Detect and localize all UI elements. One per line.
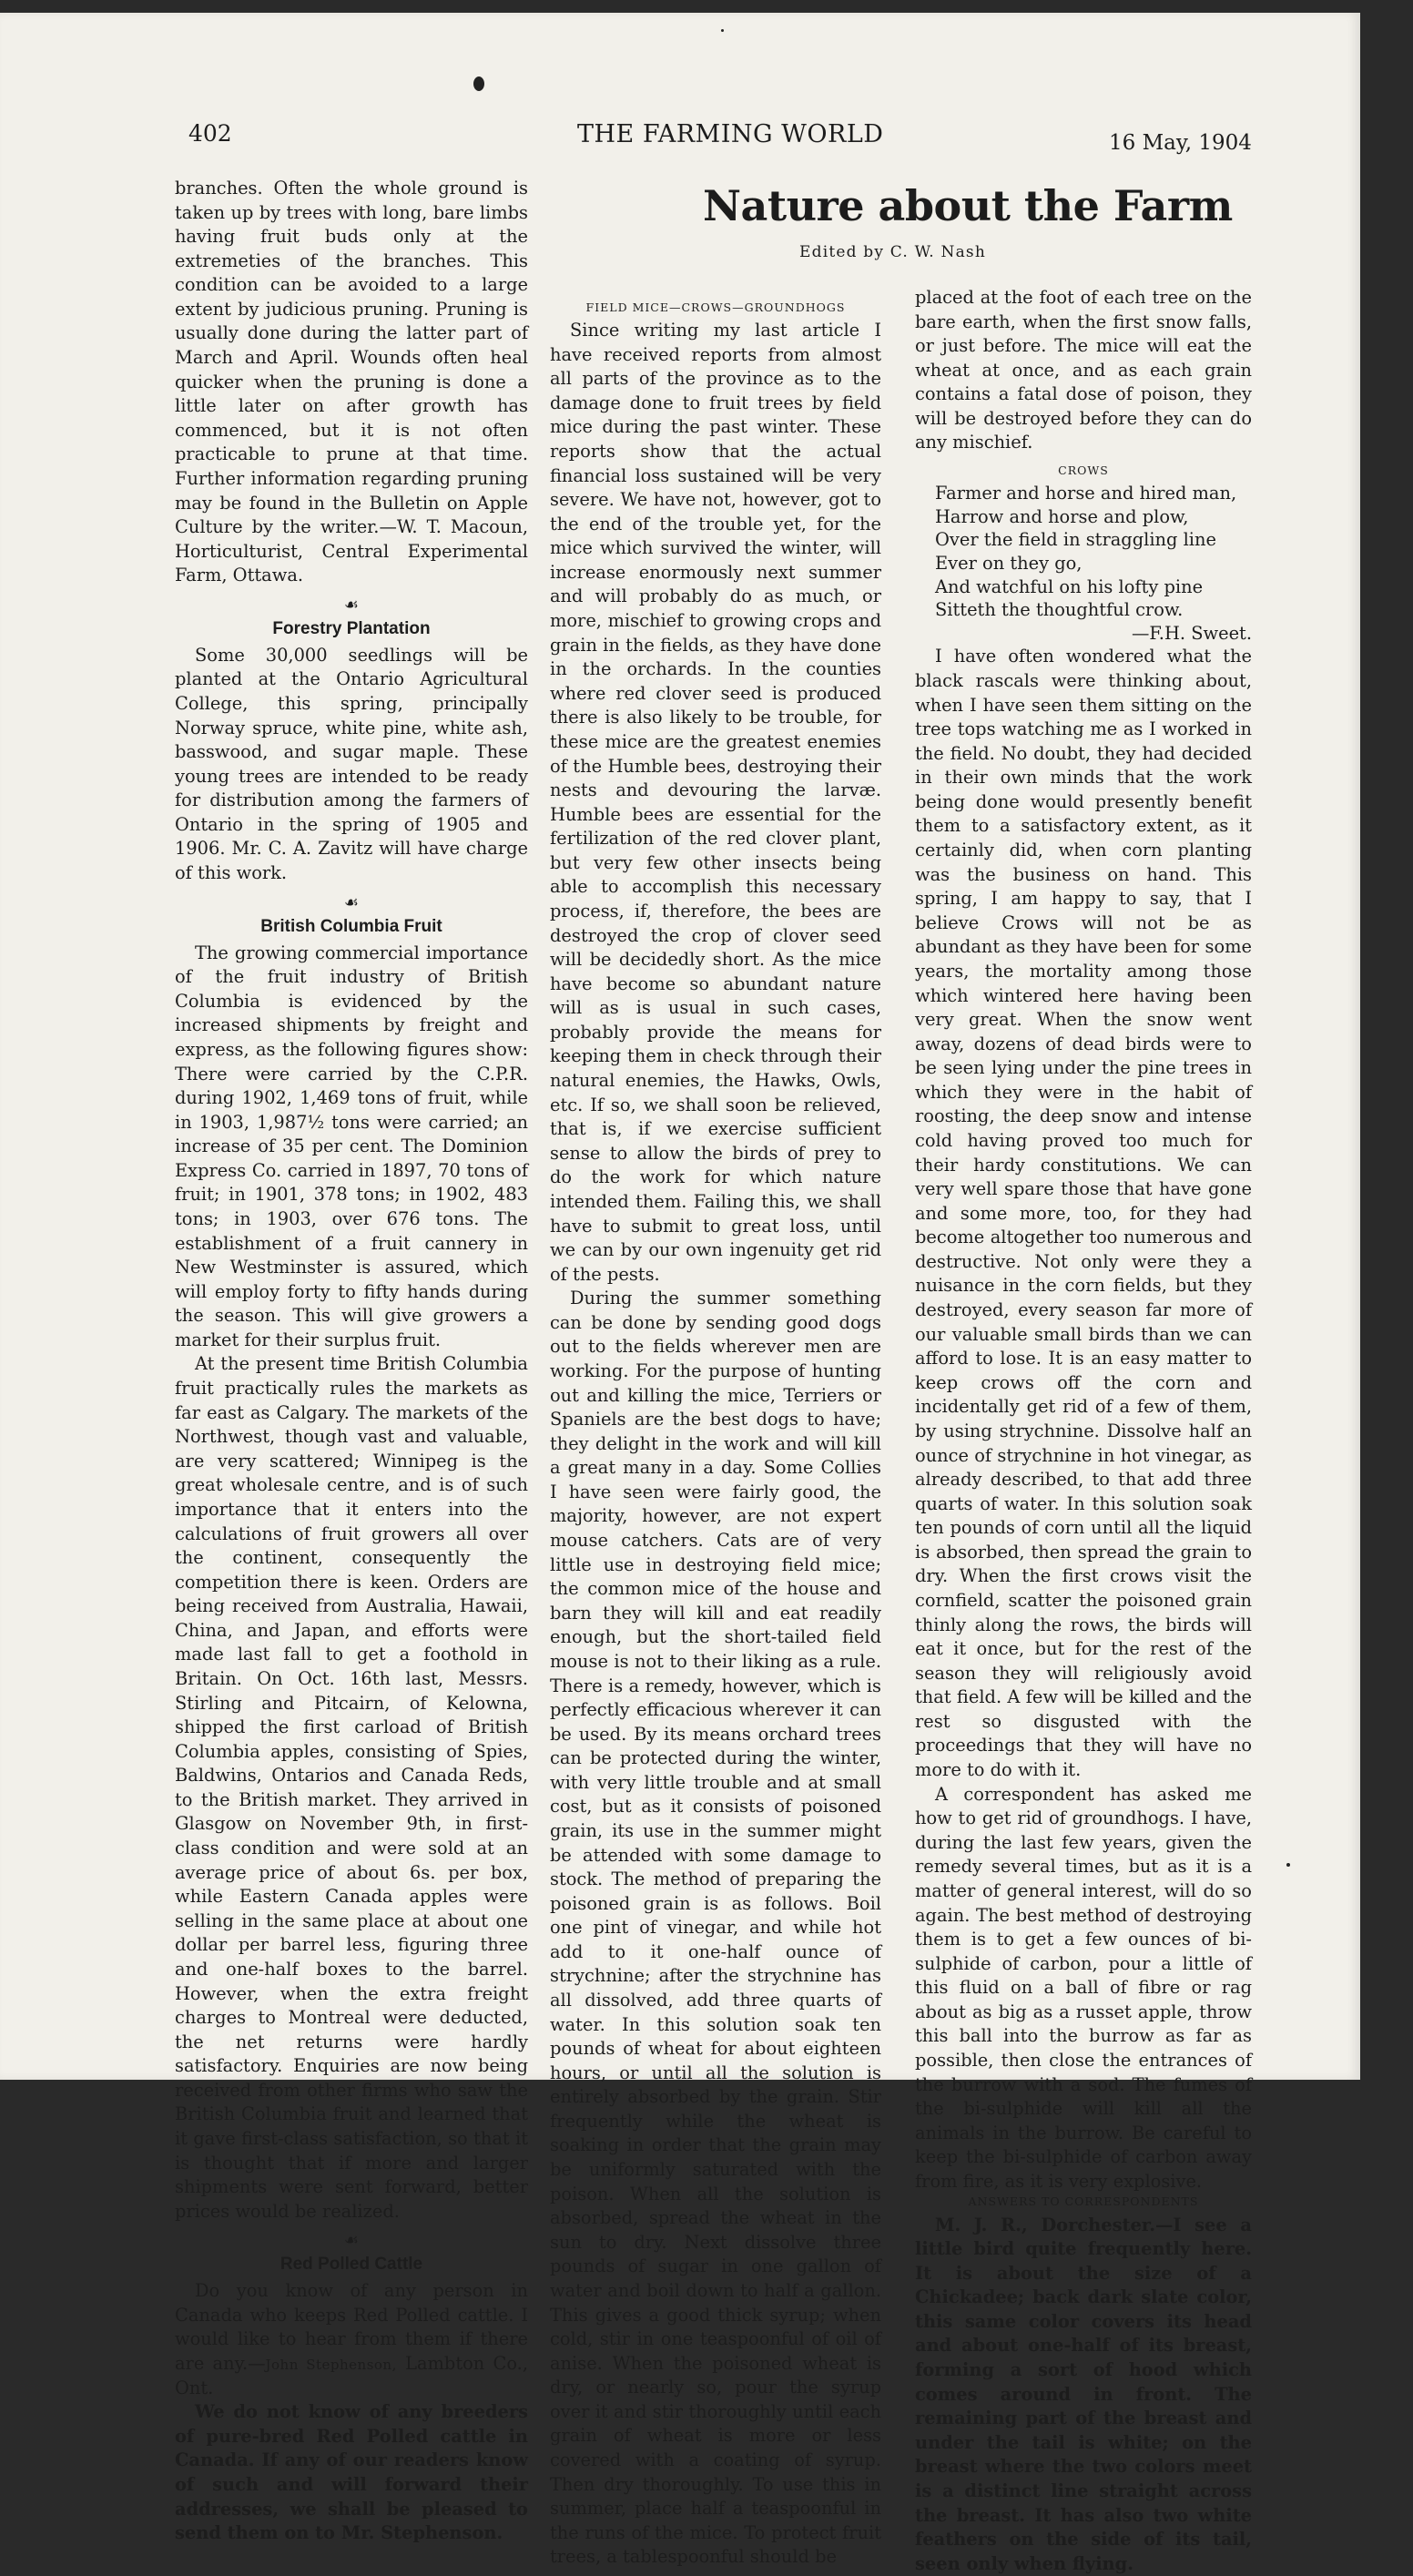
bc-fruit-paragraph-2: At the present time British Columbia fruit practically rules the markets as far east as Calgary. The markets of the Northwest, though vast and valuable, are very scattered; Winnipeg is the great wholesale centre, and is of such importance that it enters into the calculations of fruit growers all over the continent, consequently the competition there is keen. Orders are being received from Australia, Hawaii, China, and Japan, and efforts were made last fall to get a foothold in Britain. On Oct. 16th last, Messrs. Stirling and Pitcairn, of Kelowna, shipped the first carload of British Columbia apples, consisting of Spies, Baldwins, Ontarios and Canada Reds, to the British market. They arrived in Glasgow on November 9th, in first-class condition and were sold at an average price of about 6s. per box, while Eastern Canada apples were selling in the same place at about one dollar per barrel less, figuring three and one-half boxes to the barrel. However, when the extra freight charges to Montreal were deducted, the net returns were hardly satisfactory. Enquiries are now being received from other firms who saw the British Columbia fruit and learned that it gave first-class satisfaction, so that it is thought that if more and larger shipments were sent forward, better prices would be realized. (175, 1353, 528, 2222)
cattle-letter (175, 2279, 528, 2400)
poem-line: And watchful on his lofty pine (935, 575, 1204, 597)
field-mice-continuation: placed at the foot of each tree on the bare earth, when the first snow falls, or just before. The mice will eat the wheat at once, and as each grain contains a fatal dose of poison, they will be destroyed before they can do any mischief. (915, 287, 1252, 453)
poem-line: Ever on they go, (935, 553, 1083, 574)
ink-speck (721, 29, 724, 32)
page-number: 402 (188, 120, 232, 147)
apple-pruning-paragraph: branches. Often the whole ground is taken up by trees with long, bare limbs having fruit buds only at the extremeties of the branches. This condition can be avoided to a large extent by judicious pruning. Pruning is usually done during the latter part of March and April. Wounds often heal quicker when the pruning is done a little later on after growth has commenced, but it is not often practicable to prune at that time. Further information regarding pruning may be found in the Bulletin on Apple Culture by the writer.—W. T. Macoun, Horticulturist, Central Experimental Farm, Ottawa. (175, 178, 528, 586)
crows-heading: CROWS (1058, 463, 1109, 478)
middle-column (550, 300, 881, 2570)
fleuron-ornament: ☙ (343, 595, 360, 615)
journal-title: THE FARMING WORLD (577, 120, 884, 148)
poem-attribution: —F.H. Sweet. (1131, 622, 1252, 644)
cattle-letter-text: Do you know of any person in Canada who keeps Red Polled cattle. I would like to hear from them if there are any.— (175, 2280, 528, 2375)
cattle-reply: We do not know of any breeders of pure-bred Red Polled cattle in Canada. If any of our readers know of such and will forward their addresses, we shall be pleased to send them on to Mr. Stephenson. (175, 2401, 528, 2544)
field-mice-paragraph-1: Since writing my last article I have received reports from almost all parts of the province as to the damage done to fruit trees by field mice during the past winter. These reports show that the actual financial loss sustained will be very severe. We have not, however, got to the end of the trouble yet, for the mice which survived the winter, will increase enormously next summer and will probably do as much, or more, mischief to growing crops and grain in the fields, as they have done in the orchards. In the counties where red clover seed is produced there is also likely to be trouble, for these mice are the greatest enemies of the Humble bees, destroying their nests and devouring the larvæ. Humble bees are essential for the fertilization of the red clover plant, but very few other insects being able to accomplish this necessary process, if, therefore, the bees are destroyed the crop of clover seed will be decidedly short. As the mice have become so abundant nature will as is usual in such cases, probably provide the means for keeping them in check through their natural enemies, the Hawks, Owls, etc. If so, we shall soon be relieved, that is, if we exercise sufficient sense to allow the birds of prey to do the work for which nature intended them. Failing this, we shall have to submit to great loss, until we can by our own ingenuity get rid of the pests. (550, 320, 881, 1285)
article-byline: Edited by C. W. Nash (799, 243, 986, 261)
bc-fruit-heading: British Columbia Fruit (260, 916, 442, 936)
poem-line: Sitteth the thoughtful crow. (935, 599, 1184, 621)
groundhogs-paragraph: A correspondent has asked me how to get rid of groundhogs. I have, during the last few years, given the remedy several times, but as it is a matter of general interest, will do so again. The best method of destroying them is to get a few ounces of bi-sulphide of carbon, pour a little of this fluid on a ball of fibre or rag about as big as a russet apple, throw this ball into the burrow as far as possible, then close the entrances of the burrow with a sod. The fumes of the bi-sulphide will kill all the animals in the burrow. Be careful to keep the bi-sulphide of carbon away from fire, as it is very explosive. (915, 1783, 1252, 2192)
issue-date: 16 May, 1904 (1109, 131, 1252, 155)
newspaper-page (0, 13, 1360, 2574)
fleuron-ornament: ☙ (343, 892, 360, 912)
cattle-place: Lambton Co., Ont. (175, 2353, 528, 2398)
forestry-heading: Forestry Plantation (272, 618, 431, 638)
cattle-heading: Red Polled Cattle (280, 2255, 423, 2275)
forestry-paragraph: Some 30,000 seedlings will be planted at the Ontario Agricultural College, this spring, principally Norway spruce, white pine, white ash, basswood, and sugar maple. These young trees are intended to be ready for distribution among the farmers of Ontario in the spring of 1905 and 1906. Mr. C. A. Zavitz will have charge of this work. (175, 644, 528, 884)
left-column (175, 177, 528, 2546)
crows-paragraph: I have often wondered what the black rascals were thinking about, when I have seen them sitting on the tree tops watching me as I worked in the field. No doubt, they had decided in their own minds that the work being done would presently benefit them to a satisfactory extent, as it certainly did, when corn planting was the business on hand. This spring, I am happy to say, that I believe Crows will not be as abundant as they have been for some years, the mortality among those which wintered here having been very great. When the snow went away, dozens of dead birds were to be seen lying under the pine trees in which they were in the habit of roosting, the deep snow and intense cold having proved too much for their hardy constitutions. We can very well spare those that have gone and some more, too, for they had become altogether too numerous and destructive. Not only were they a nuisance in the corn fields, but they destroyed, every season far more of our valuable small birds than we can afford to lose. It is an easy matter to keep crows off the corn and incidentally get rid of a few of them, by using strychnine. Dissolve half an ounce of strychnine in hot vinegar, as already described, to that add three quarts of water. In this solution soak ten pounds of corn until all the liquid is absorbed, then spread the grain to dry. When the first crows visit the cornfield, scatter the poisoned grain thinly along the rows, the birds will eat it once, but for the rest of the season they will religiously avoid that field. A few will be killed and the rest so disgusted with the proceedings that they will have no more to do with it. (915, 646, 1252, 1781)
answers-heading: ANSWERS TO CORRESPONDENTS (968, 2194, 1199, 2209)
answers-paragraph: M. J. R., Dorchester.—I see a little bird quite frequently here. It is about the size of a Chickadee; back dark slate color, this same color covers its head and about one-half of its breast, forming a sort of hood which comes around in front. The remaining part of the breast and under the tail is white; on the breast where the two colors meet is a distinct line straight across the breast. It has also two white feathers on the side of its tail, seen only when flying. (915, 2214, 1252, 2574)
article-kicker: FIELD MICE—CROWS—GROUNDHOGS (585, 300, 846, 314)
poem-line: Over the field in straggling line (935, 529, 1216, 551)
field-mice-paragraph-2: During the summer something can be done by sending good dogs out to the fields wherever men are working. For the purpose of hunting out and killing the mice, Terriers or Spaniels are the best dogs to have; they delight in the work and will kill a great many in a day. Some Collies I have seen were fairly good, the majority, however, are not expert mouse catchers. Cats are of very little use in destroying field mice; the common mice of the house and barn they will kill and eat readily enough, but the short-tailed field mouse is not to their liking as a rule. There is a remedy, however, which is perfectly efficacious wherever it can be used. By its means orchard trees can be protected during the winter, with very little trouble and at small cost, but as it consists of poisoned grain, its use in the summer might be attended with some damage to stock. The method of preparing the poisoned grain is as follows. Boil one pint of vinegar, and while hot add to it one-half ounce of strychnine; after the strychnine has all dissolved, add three quarts of water. In this solution soak ten pounds of wheat for about eighteen hours, or until all the solution is entirely absorbed by the grain. Stir frequently while the wheat is soaking in order that the grain may be uniformly saturated with the poison. When all the solution is absorbed, spread the wheat in the sun to dry. Next dissolve three pounds of sugar in one gallon of water and boil down to half a gallon. This gives a good thick syrup; when cold, stir in one teaspoonful of oil of anise. When the poisoned wheat is dry, or nearly so, pour the syrup over it and stir thoroughly until each grain of wheat is more or less covered with a coating of syrup. Then dry thoroughly. To use this in summer, place half a teaspoonful in the runs of the mice. To protect fruit trees, a tablespoonful should be (550, 1288, 881, 2568)
crow-poem (935, 482, 1252, 645)
ink-speck (1286, 1863, 1290, 1867)
bc-fruit-paragraph-1: The growing commercial importance of the fruit industry of British Columbia is evidenced by the increased shipments by freight and express, as the following figures show: There were carried by the C.P.R. during 1902, 1,469 tons of fruit, while in 1903, 1,987½ tons were carried; an increase of 35 per cent. The Dominion Express Co. carried in 1897, 70 tons of fruit; in 1901, 378 tons; in 1902, 483 tons; in 1903, over 676 tons. The establishment of a fruit cannery in New Westminster is assured, which will employ forty to fifty hands during the season. This will give growers a market for their surplus fruit. (175, 942, 528, 1350)
right-column (915, 286, 1252, 2576)
article-title: Nature about the Farm (703, 181, 1233, 230)
ink-blot (473, 76, 484, 91)
cattle-signature: John Stephenson, (265, 2357, 397, 2374)
fleuron-ornament: ☙ (343, 2231, 360, 2251)
poem-line: Harrow and horse and plow, (935, 505, 1189, 527)
poem-line: Farmer and horse and hired man, (935, 483, 1237, 504)
